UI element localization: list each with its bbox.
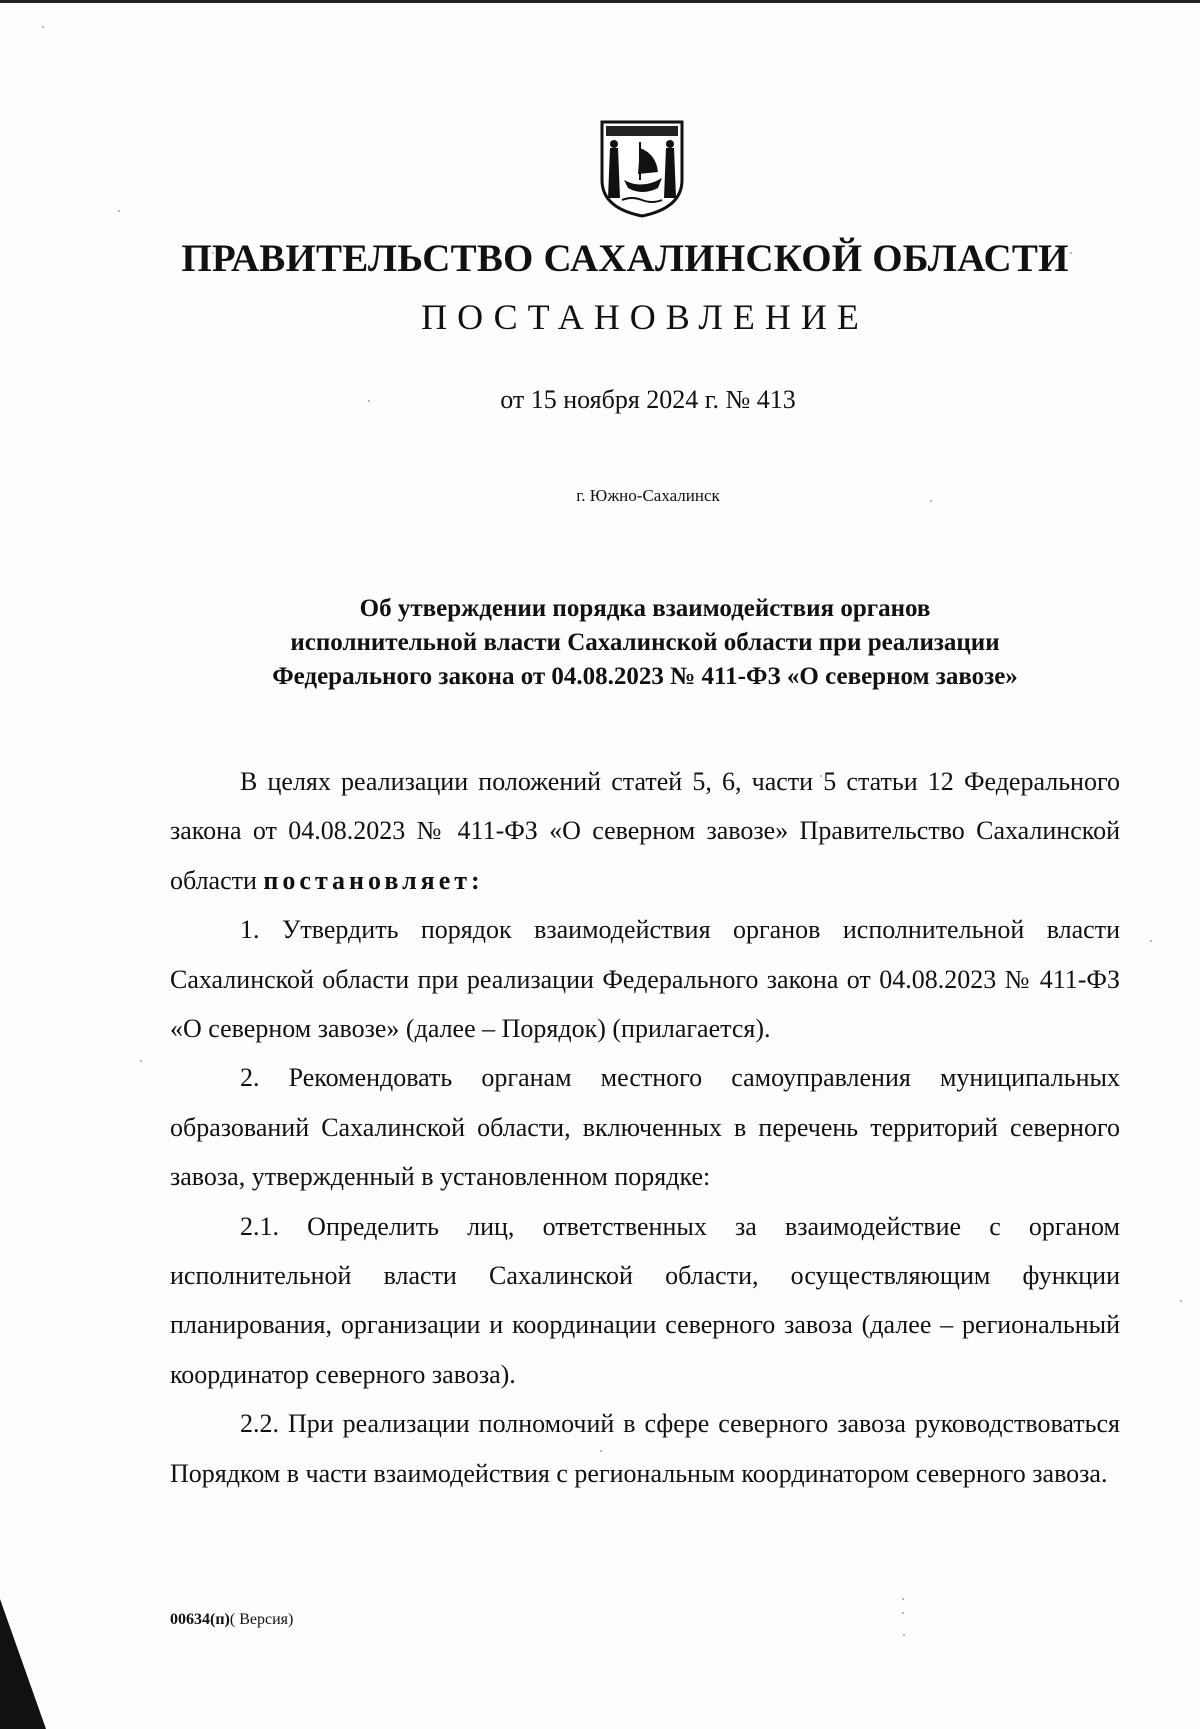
government-name: ПРАВИТЕЛЬСТВО САХАЛИНСКОЙ ОБЛАСТИ [181, 237, 1069, 280]
document-city: г. Южно-Сахалинск [576, 486, 720, 505]
subject-line: исполнительной власти Сахалинской области при реализации [290, 629, 1000, 656]
item-2-2-paragraph: 2.2. При реализации полномочий в сфере северного завоза руководствоваться Порядком в части взаимодействия с региональным координатором северного завоза. [170, 1409, 1120, 1488]
scan-speck [140, 1060, 142, 1062]
subject-line: Об утверждении порядка взаимодействия органов [359, 595, 931, 622]
scan-speck [1150, 940, 1152, 942]
footer-document-code [170, 1611, 293, 1629]
scan-top-edge [0, 0, 1200, 3]
item-2-paragraph: 2. Рекомендовать органам местного самоуправления муниципальных образований Сахалинской области, включенных в перечень территорий северного завоза, утвержденный в установленном порядке: [170, 1063, 1120, 1192]
document-subject [170, 592, 1120, 694]
scan-speck [1180, 1300, 1182, 1302]
preamble-paragraph [170, 757, 1120, 905]
scan-corner-mark [0, 1599, 46, 1729]
preamble-text: В целях реализации положений статей 5, 6, части 5 статьи 12 Федерального закона от 04.08.2023 № 411-ФЗ «О северном завозе» Правительство Сахалинской области [170, 767, 1120, 895]
document-type: ПОСТАНОВЛЕНИЕ [421, 297, 869, 337]
footer-code: 00634(п) [170, 1611, 230, 1628]
resolves-word: постановляет: [263, 865, 484, 895]
item-1-paragraph: 1. Утвердить порядок взаимодействия органов исполнительной власти Сахалинской области при реализации Федерального закона от 04.08.2023 № 411-ФЗ «О северном завозе» (далее – Порядок) (прилагается). [170, 915, 1120, 1044]
subject-line: Федерального закона от 04.08.2023 № 411-ФЗ «О северном завозе» [272, 663, 1018, 690]
scan-speck [118, 210, 120, 212]
document-body [170, 757, 1120, 1498]
scan-speck [902, 1598, 904, 1600]
item-2-1-paragraph: 2.1. Определить лиц, ответственных за взаимодействие с органом исполнительной власти Сахалинской области, осуществляющим функции планирования, организации и координации северного завоза (далее – региональный координатор северного завоза). [170, 1211, 1120, 1389]
scan-speck [42, 26, 44, 28]
footer-version: ( Версия) [229, 1611, 294, 1628]
document-date-number: от 15 ноября 2024 г. № 413 [500, 385, 796, 414]
scan-speck [903, 1634, 905, 1636]
sakhalin-coat-of-arms-icon [596, 118, 688, 218]
scan-speck [902, 1612, 904, 1614]
